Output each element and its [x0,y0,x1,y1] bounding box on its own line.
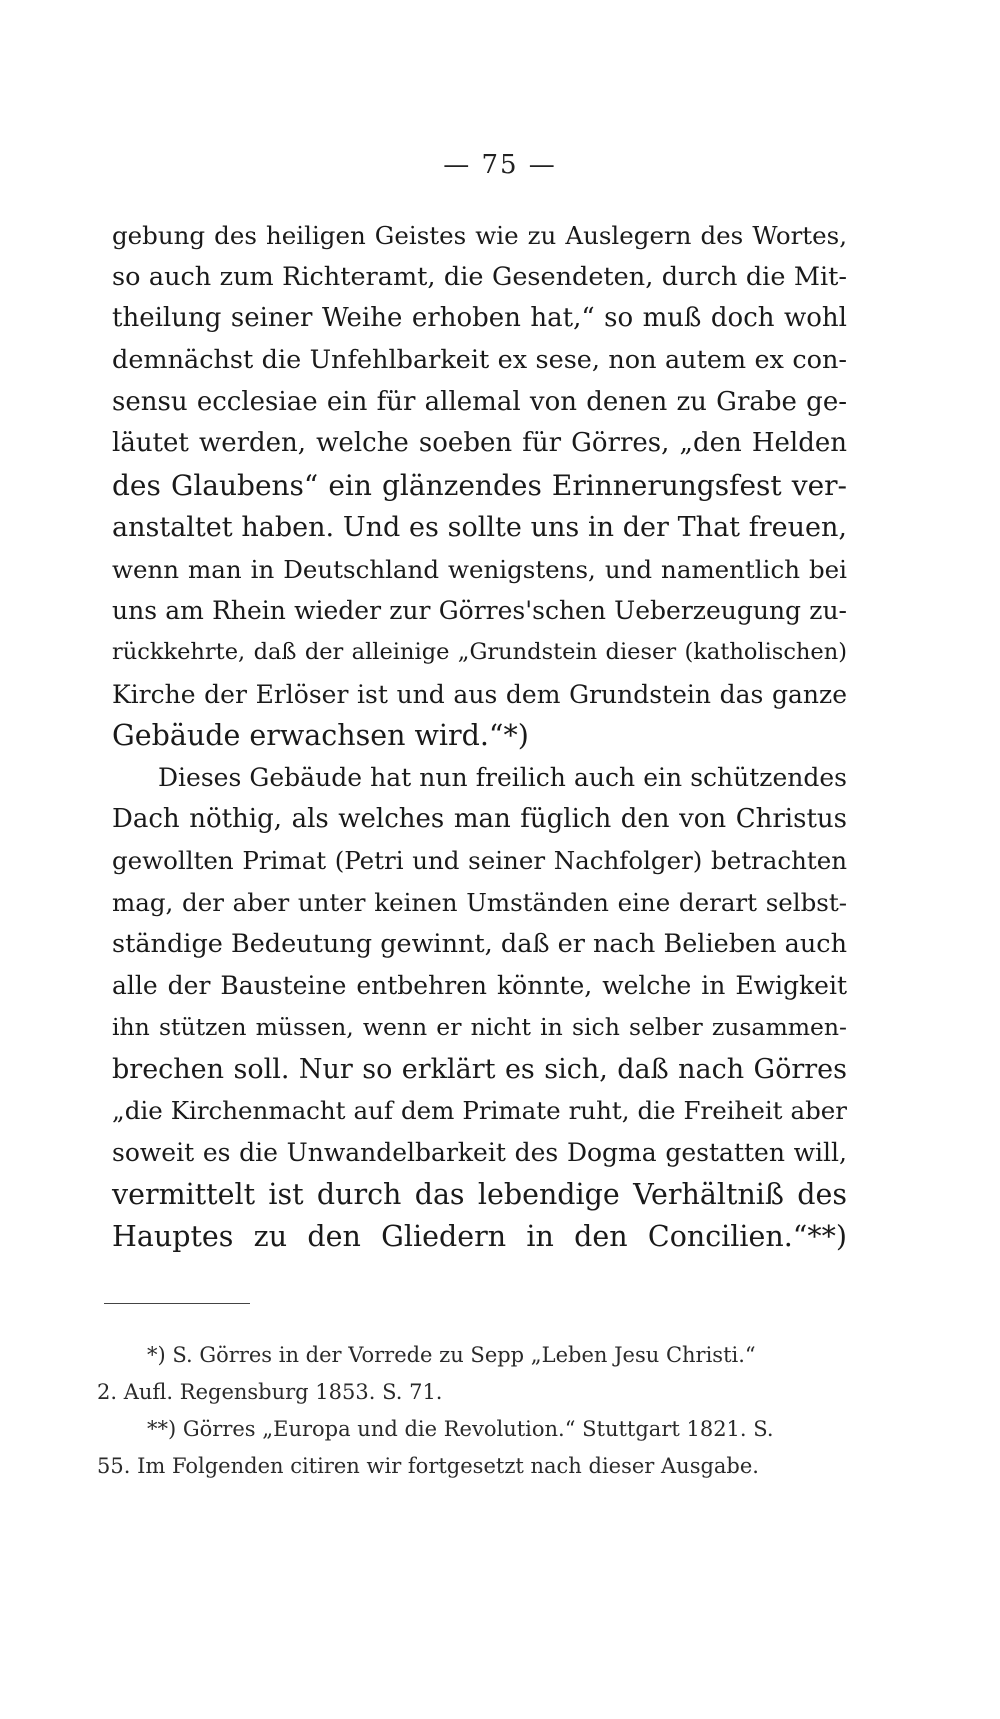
text-line: Dach nöthig, als welches man füglich den von Christus [112,803,847,834]
page-number: — 75 — [443,150,557,180]
footnote-line: *) S. Görres in der Vorrede zu Sepp „Leben Jesu Christi.“ [147,1343,756,1367]
footnote-line: 55. Im Folgenden citiren wir fortgesetzt nach dieser Ausgabe. [97,1454,759,1478]
text-line: „die Kirchenmacht auf dem Primate ruht, die Freiheit aber [112,1096,847,1126]
text-line: anstaltet haben. Und es sollte uns in der That freuen, [112,511,847,543]
text-line: läutet werden, welche soeben für Görres, „den Helden [112,428,847,459]
text-line: theilung seiner Weihe erhoben hat,“ so muß doch wohl [112,303,847,334]
text-line: mag, der aber unter keinen Umständen eine derart selbst- [112,888,847,917]
text-line: wenn man in Deutschland wenigstens, und namentlich bei [112,554,847,584]
text-line: ständige Bedeutung gewinnt, daß er nach Belieben auch [112,928,847,959]
text-line: sensu ecclesiae ein für allemal von denen zu Grabe ge- [112,386,847,417]
text-line: soweit es die Unwandelbarkeit des Dogma gestatten will, [112,1138,847,1168]
paragraph-start-line: Dieses Gebäude hat nun freilich auch ein schützendes [158,762,847,792]
text-line: vermittelt ist durch das lebendige Verhältniß des [112,1177,847,1211]
text-line: gebung des heiligen Geistes wie zu Auslegern des Wortes, [112,221,847,250]
text-line: rückkehrte, daß der alleinige „Grundstein dieser (katholischen) [112,638,847,665]
footnote-line: **) Görres „Europa und die Revolution.“ Stuttgart 1821. S. [147,1417,774,1441]
text-line: gewollten Primat (Petri und seiner Nachfolger) betrachten [112,846,847,876]
footnotes-block [97,1337,847,1485]
text-line: demnächst die Unfehlbarkeit ex sese, non autem ex con- [112,345,847,376]
main-text-block [112,215,847,1257]
text-line: des Glaubens“ ein glänzendes Erinnerungsfest ver- [112,469,847,503]
text-line: alle der Bausteine entbehren könnte, welche in Ewigkeit [112,971,847,1001]
text-line: ihn stützen müssen, wenn er nicht in sich selber zusammen- [112,1013,847,1042]
footnote-line: 2. Aufl. Regensburg 1853. S. 71. [97,1380,443,1404]
text-line: so auch zum Richteramt, die Gesendeten, durch die Mit- [112,261,847,292]
paragraph-end-line: Gebäude erwachsen wird.“*) [112,719,529,753]
text-line: Hauptes zu den Gliedern in den Concilien.“**) [112,1219,847,1253]
text-line: Kirche der Erlöser ist und aus dem Grundstein das ganze [112,679,847,709]
text-line: uns am Rhein wieder zur Görres'schen Ueberzeugung zu- [112,596,847,626]
text-line: brechen soll. Nur so erklärt es sich, daß nach Görres [112,1053,847,1085]
footnote-divider [104,1303,250,1304]
